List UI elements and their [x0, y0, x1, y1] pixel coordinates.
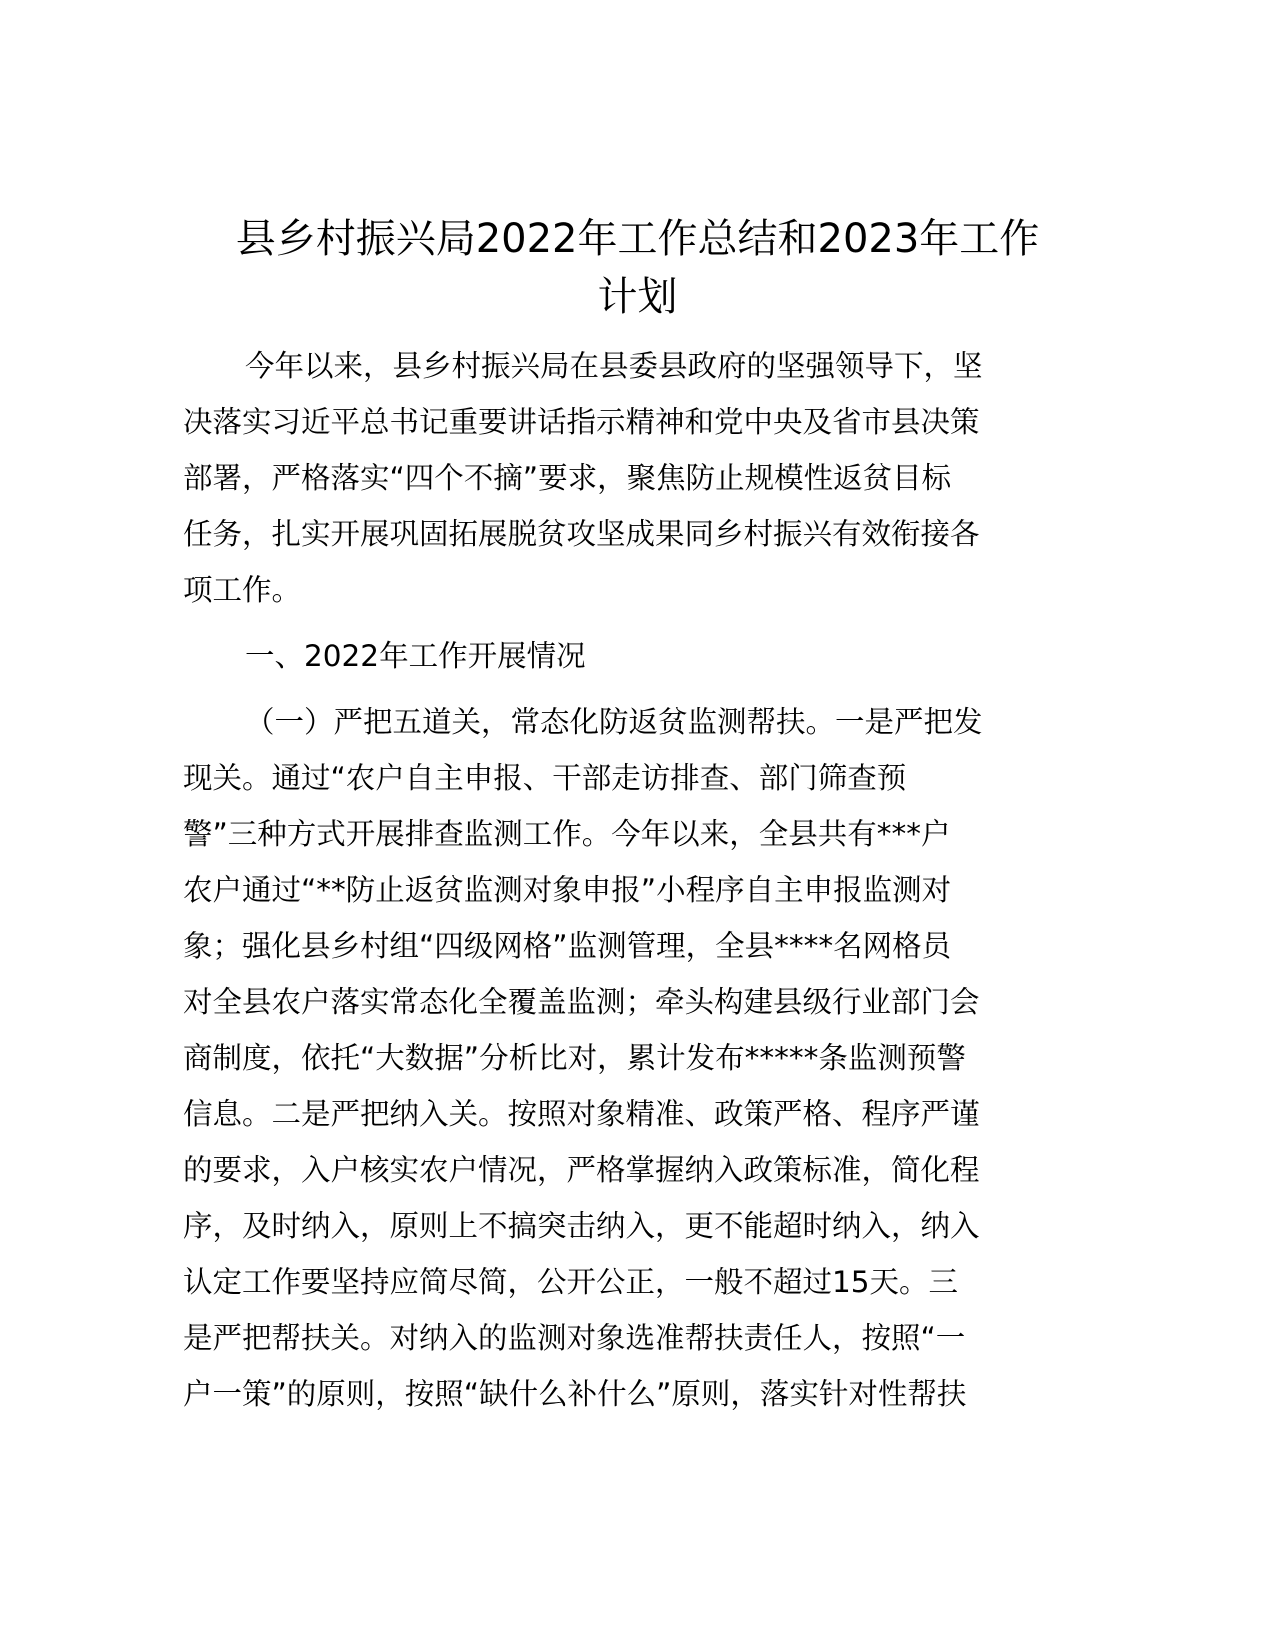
title-line-2: 计划 — [597, 274, 678, 320]
intro-line-1: 今年以来，县乡村振兴局在县委县政府的坚强领导下，坚 — [245, 349, 983, 383]
para-line-2: 现关。通过“农户自主申报、干部走访排查、部门筛查预 — [183, 761, 907, 795]
intro-line-2: 决落实习近平总书记重要讲话指示精神和党中央及省市县决策 — [183, 405, 980, 439]
intro-line-4: 任务，扎实开展巩固拓展脱贫攻坚成果同乡村振兴有效衔接各 — [183, 517, 980, 551]
para-line-6: 对全县农户落实常态化全覆盖监测；牵头构建县级行业部门会 — [183, 985, 980, 1019]
para-line-1: （一）严把五道关，常态化防返贫监测帮扶。一是严把发 — [245, 705, 983, 739]
para-line-4: 农户通过“**防止返贫监测对象申报”小程序自主申报监测对 — [183, 873, 952, 907]
para-line-13: 户一策”的原则，按照“缺什么补什么”原则，落实针对性帮扶 — [183, 1377, 967, 1411]
para-line-3: 警”三种方式开展排查监测工作。今年以来，全县共有***户 — [183, 817, 951, 851]
intro-line-3: 部署，严格落实“四个不摘”要求，聚焦防止规模性返贫目标 — [183, 461, 952, 495]
para-line-11: 认定工作要坚持应简尽简，公开公正，一般不超过15天。三 — [183, 1265, 959, 1299]
para-line-12: 是严把帮扶关。对纳入的监测对象选准帮扶责任人，按照“一 — [183, 1321, 966, 1355]
para-line-10: 序，及时纳入，原则上不搞突击纳入，更不能超时纳入，纳入 — [183, 1209, 980, 1243]
para-line-9: 的要求，入户核实农户情况，严格掌握纳入政策标准，简化程 — [183, 1153, 980, 1187]
title-line-1: 县乡村振兴局2022年工作总结和2023年工作 — [235, 216, 1040, 262]
para-line-8: 信息。二是严把纳入关。按照对象精准、政策严格、程序严谨 — [183, 1097, 980, 1131]
intro-line-5: 项工作。 — [183, 573, 302, 607]
para-line-7: 商制度，依托“大数据”分析比对，累计发布*****条监测预警 — [183, 1041, 966, 1075]
para-line-5: 象；强化县乡村组“四级网格”监测管理，全县****名网格员 — [183, 929, 952, 963]
section-heading: 一、2022年工作开展情况 — [245, 639, 586, 673]
document-title — [0, 210, 1275, 326]
